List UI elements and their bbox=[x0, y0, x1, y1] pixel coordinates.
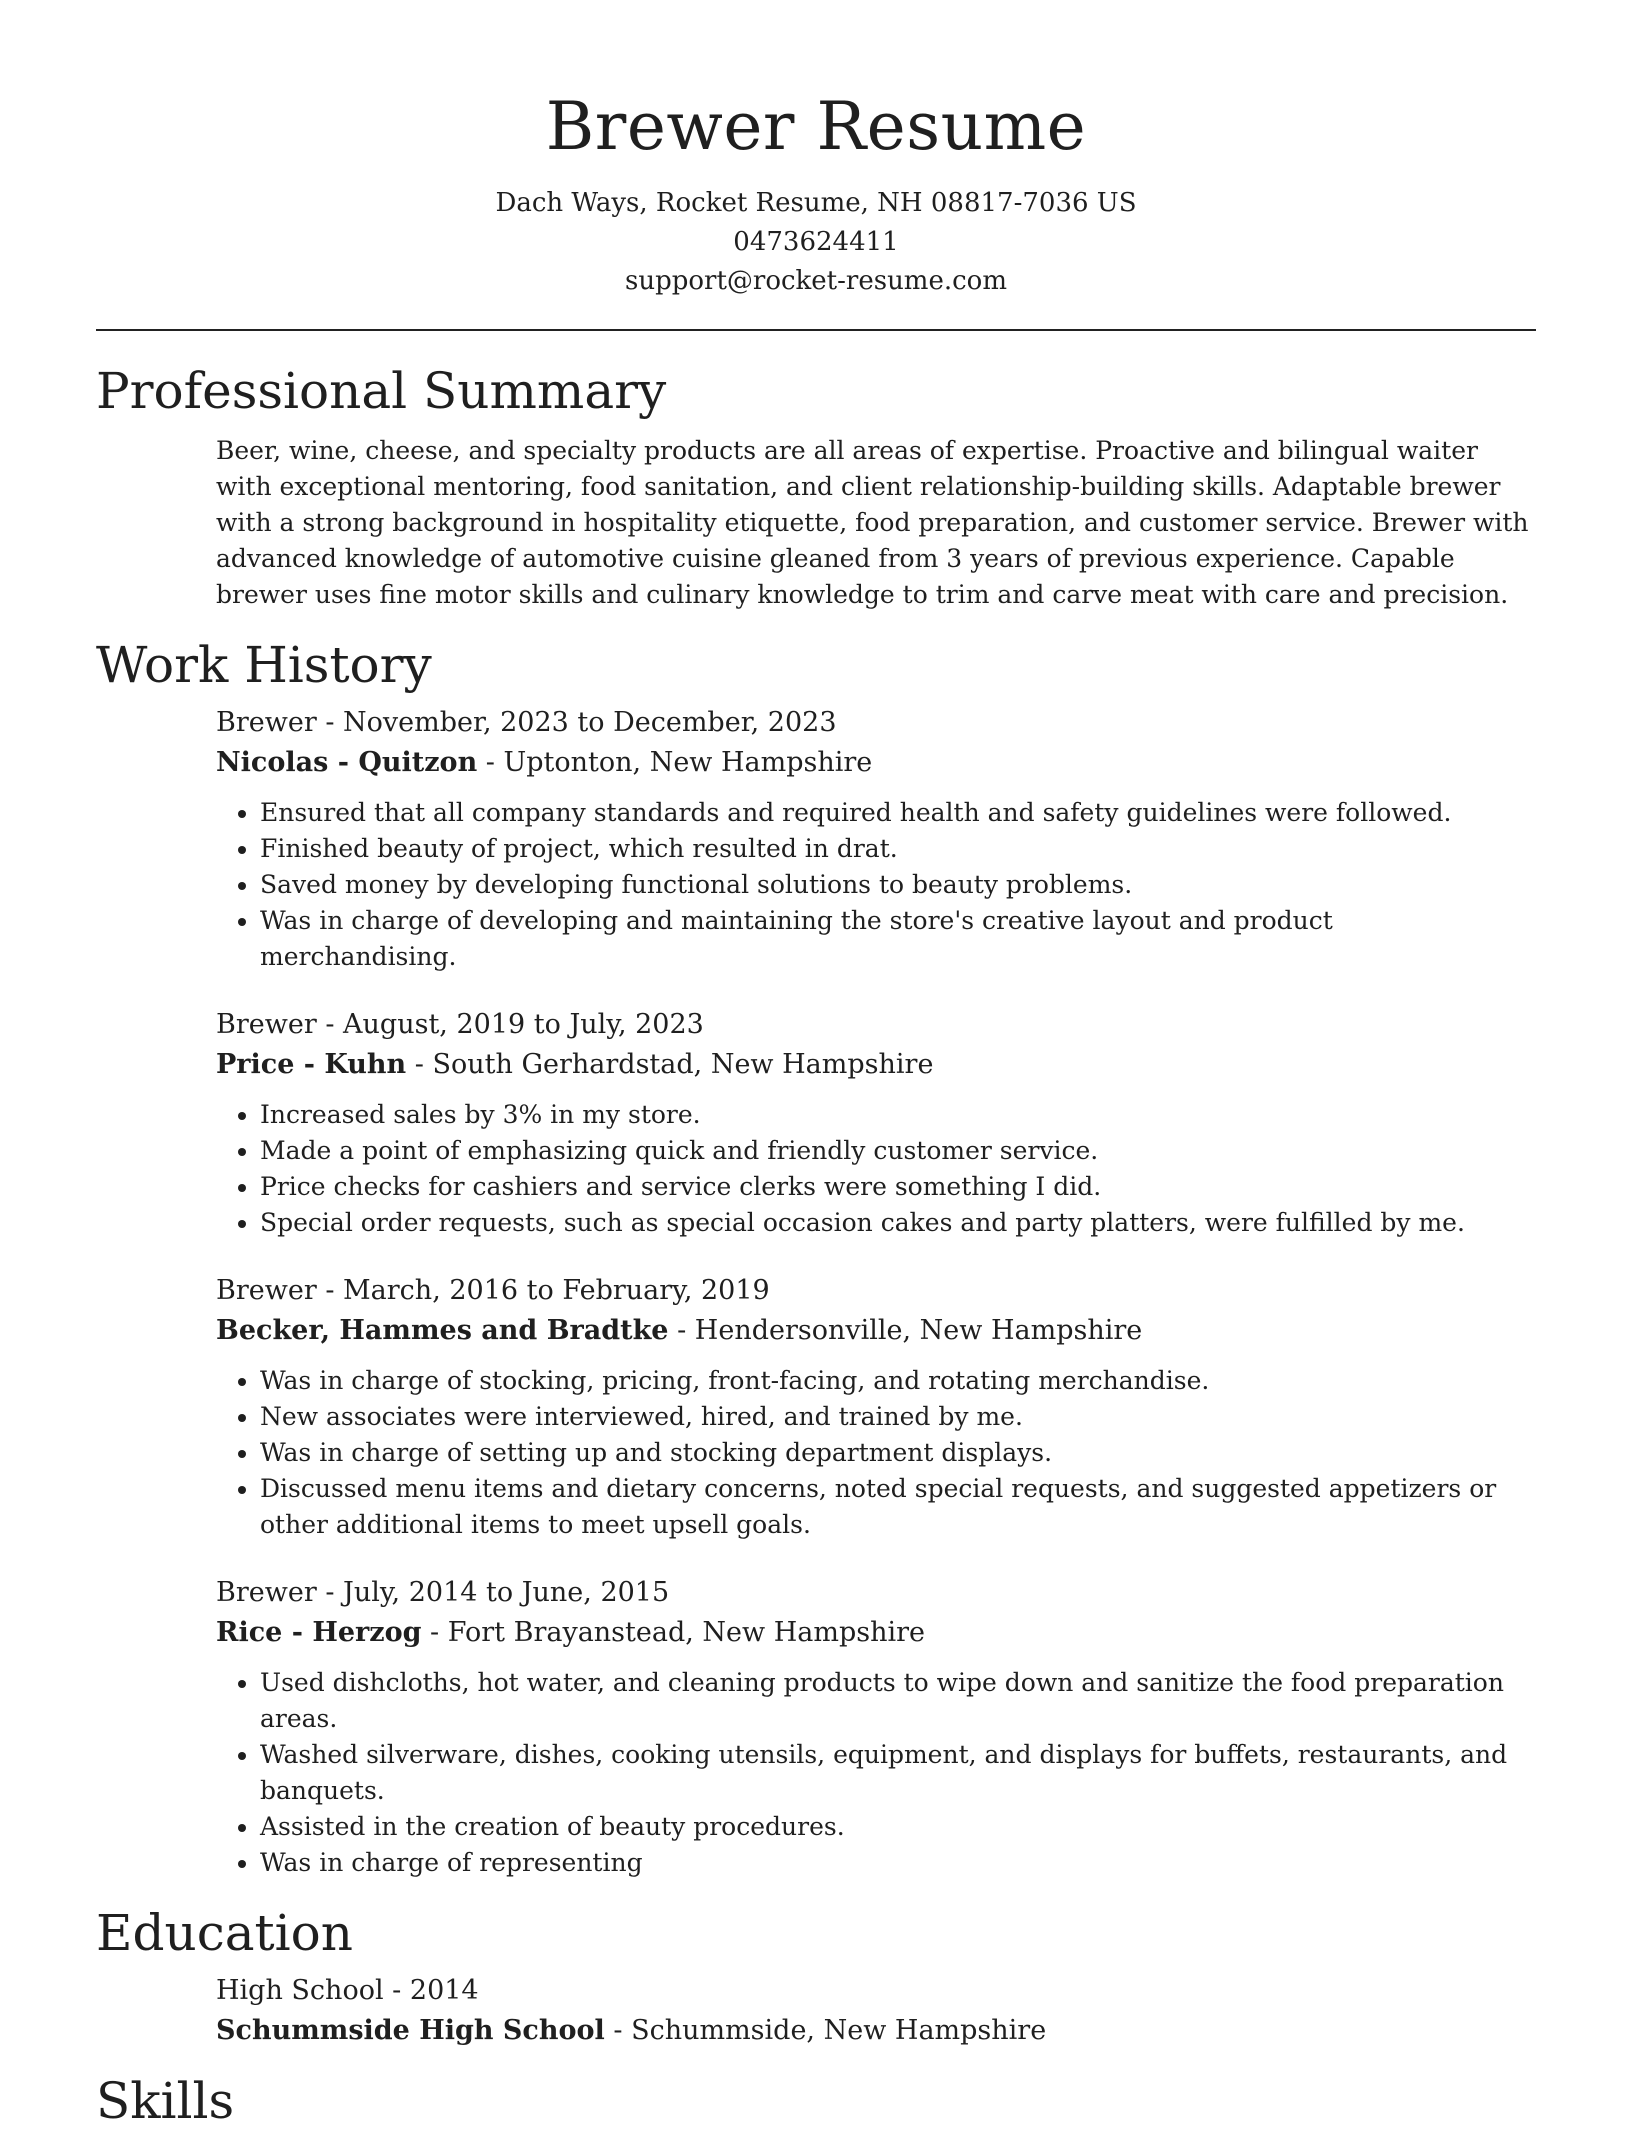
job-entry bbox=[216, 703, 1536, 975]
resume-header bbox=[96, 0, 1536, 301]
contact-email: support@rocket-resume.com bbox=[624, 266, 1007, 296]
summary-text: Beer, wine, cheese, and specialty products are all areas of expertise. Proactive and bilingual waiter with exceptional mentoring, food sanitation, and client relationship-building skills. Adaptable brewer with a strong background in hospitality etiquette, food preparation, and customer service. Brewer with advanced knowledge of automotive cuisine gleaned from 3 years of previous experience. Capable brewer uses fine motor skills and culinary knowledge to trim and carve meat with care and precision. bbox=[216, 436, 1529, 609]
job-bullet: • Saved money by developing functional solutions to beauty problems. bbox=[260, 867, 1536, 903]
job-bullet: • Was in charge of developing and maintaining the store's creative layout and product merchandising. bbox=[260, 903, 1536, 975]
job-title-line: Brewer - March, 2016 to February, 2019 bbox=[216, 1275, 770, 1306]
job-bullet: • Price checks for cashiers and service clerks were something I did. bbox=[260, 1169, 1536, 1205]
job-bullet: • Was in charge of representing bbox=[260, 1845, 1536, 1881]
education-degree-line: High School - 2014 bbox=[216, 1975, 479, 2006]
job-employer: Price - Kuhn bbox=[216, 1049, 407, 1080]
job-bullet: • Made a point of emphasizing quick and friendly customer service. bbox=[260, 1133, 1536, 1169]
education-year: 2014 bbox=[409, 1975, 479, 2006]
job-bullet: • Finished beauty of project, which resulted in drat. bbox=[260, 831, 1536, 867]
job-bullet: • Used dishcloths, hot water, and cleaning products to wipe down and sanitize the food preparation areas. bbox=[260, 1665, 1536, 1737]
job-title-line: Brewer - August, 2019 to July, 2023 bbox=[216, 1009, 704, 1040]
job-bullets bbox=[216, 1665, 1536, 1881]
job-employer-line: Rice - Herzog - Fort Brayanstead, New Hampshire bbox=[216, 1617, 926, 1648]
job-bullet: • New associates were interviewed, hired, and trained by me. bbox=[260, 1399, 1536, 1435]
job-location: Fort Brayanstead, New Hampshire bbox=[447, 1617, 926, 1648]
work-history-heading: Work History bbox=[96, 636, 432, 694]
job-bullets bbox=[216, 1363, 1536, 1543]
contact-phone: 0473624411 bbox=[733, 227, 899, 257]
job-title-line: Brewer - November, 2023 to December, 2023 bbox=[216, 707, 837, 738]
contact-info bbox=[96, 184, 1536, 301]
job-entry bbox=[216, 1005, 1536, 1241]
job-entry bbox=[216, 1271, 1536, 1543]
resume-name: Brewer Resume bbox=[545, 88, 1087, 165]
education-degree: High School bbox=[216, 1975, 384, 2006]
skills-heading: Skills bbox=[96, 2072, 235, 2130]
job-bullet: • Ensured that all company standards and required health and safety guidelines were followed. bbox=[260, 795, 1536, 831]
summary-heading: Professional Summary bbox=[96, 362, 667, 420]
job-location: Hendersonville, New Hampshire bbox=[694, 1315, 1143, 1346]
resume-page bbox=[96, 0, 1536, 2131]
job-position: Brewer bbox=[216, 1577, 317, 1608]
job-dates: March, 2016 to February, 2019 bbox=[343, 1275, 770, 1306]
job-position: Brewer bbox=[216, 1275, 317, 1306]
job-bullets bbox=[216, 795, 1536, 975]
job-location: Uptonton, New Hampshire bbox=[503, 747, 873, 778]
job-employer: Becker, Hammes and Bradtke bbox=[216, 1315, 669, 1346]
education-entry bbox=[216, 1971, 1536, 2051]
job-title-line: Brewer - July, 2014 to June, 2015 bbox=[216, 1577, 670, 1608]
education-school-line: Schummside High School - Schummside, New Hampshire bbox=[216, 2015, 1047, 2046]
education-heading: Education bbox=[96, 1904, 353, 1962]
job-bullet: • Special order requests, such as special occasion cakes and party platters, were fulfilled by me. bbox=[260, 1205, 1536, 1241]
job-bullet: • Increased sales by 3% in my store. bbox=[260, 1097, 1536, 1133]
job-dates: August, 2019 to July, 2023 bbox=[343, 1009, 704, 1040]
job-employer-line: Price - Kuhn - South Gerhardstad, New Hampshire bbox=[216, 1049, 934, 1080]
header-divider bbox=[96, 329, 1536, 331]
job-location: South Gerhardstad, New Hampshire bbox=[432, 1049, 934, 1080]
job-employer-line: Becker, Hammes and Bradtke - Hendersonville, New Hampshire bbox=[216, 1315, 1143, 1346]
job-dates: July, 2014 to June, 2015 bbox=[343, 1577, 670, 1608]
job-employer: Nicolas - Quitzon bbox=[216, 747, 478, 778]
education-school: Schummside High School bbox=[216, 2015, 605, 2046]
job-dates: November, 2023 to December, 2023 bbox=[343, 707, 837, 738]
job-employer-line: Nicolas - Quitzon - Uptonton, New Hampshire bbox=[216, 747, 873, 778]
job-bullet: • Was in charge of stocking, pricing, front-facing, and rotating merchandise. bbox=[260, 1363, 1536, 1399]
job-position: Brewer bbox=[216, 1009, 317, 1040]
contact-address: Dach Ways, Rocket Resume, NH 08817-7036 US bbox=[495, 188, 1137, 218]
job-bullet: • Assisted in the creation of beauty procedures. bbox=[260, 1809, 1536, 1845]
job-bullet: • Washed silverware, dishes, cooking utensils, equipment, and displays for buffets, restaurants, and banquets. bbox=[260, 1737, 1536, 1809]
education-location: Schummside, New Hampshire bbox=[631, 2015, 1047, 2046]
job-bullets bbox=[216, 1097, 1536, 1241]
job-bullet: • Discussed menu items and dietary concerns, noted special requests, and suggested appetizers or other additional items to meet upsell goals. bbox=[260, 1471, 1536, 1543]
job-entry bbox=[216, 1573, 1536, 1881]
job-employer: Rice - Herzog bbox=[216, 1617, 422, 1648]
job-bullet: • Was in charge of setting up and stocking department displays. bbox=[260, 1435, 1536, 1471]
job-position: Brewer bbox=[216, 707, 317, 738]
